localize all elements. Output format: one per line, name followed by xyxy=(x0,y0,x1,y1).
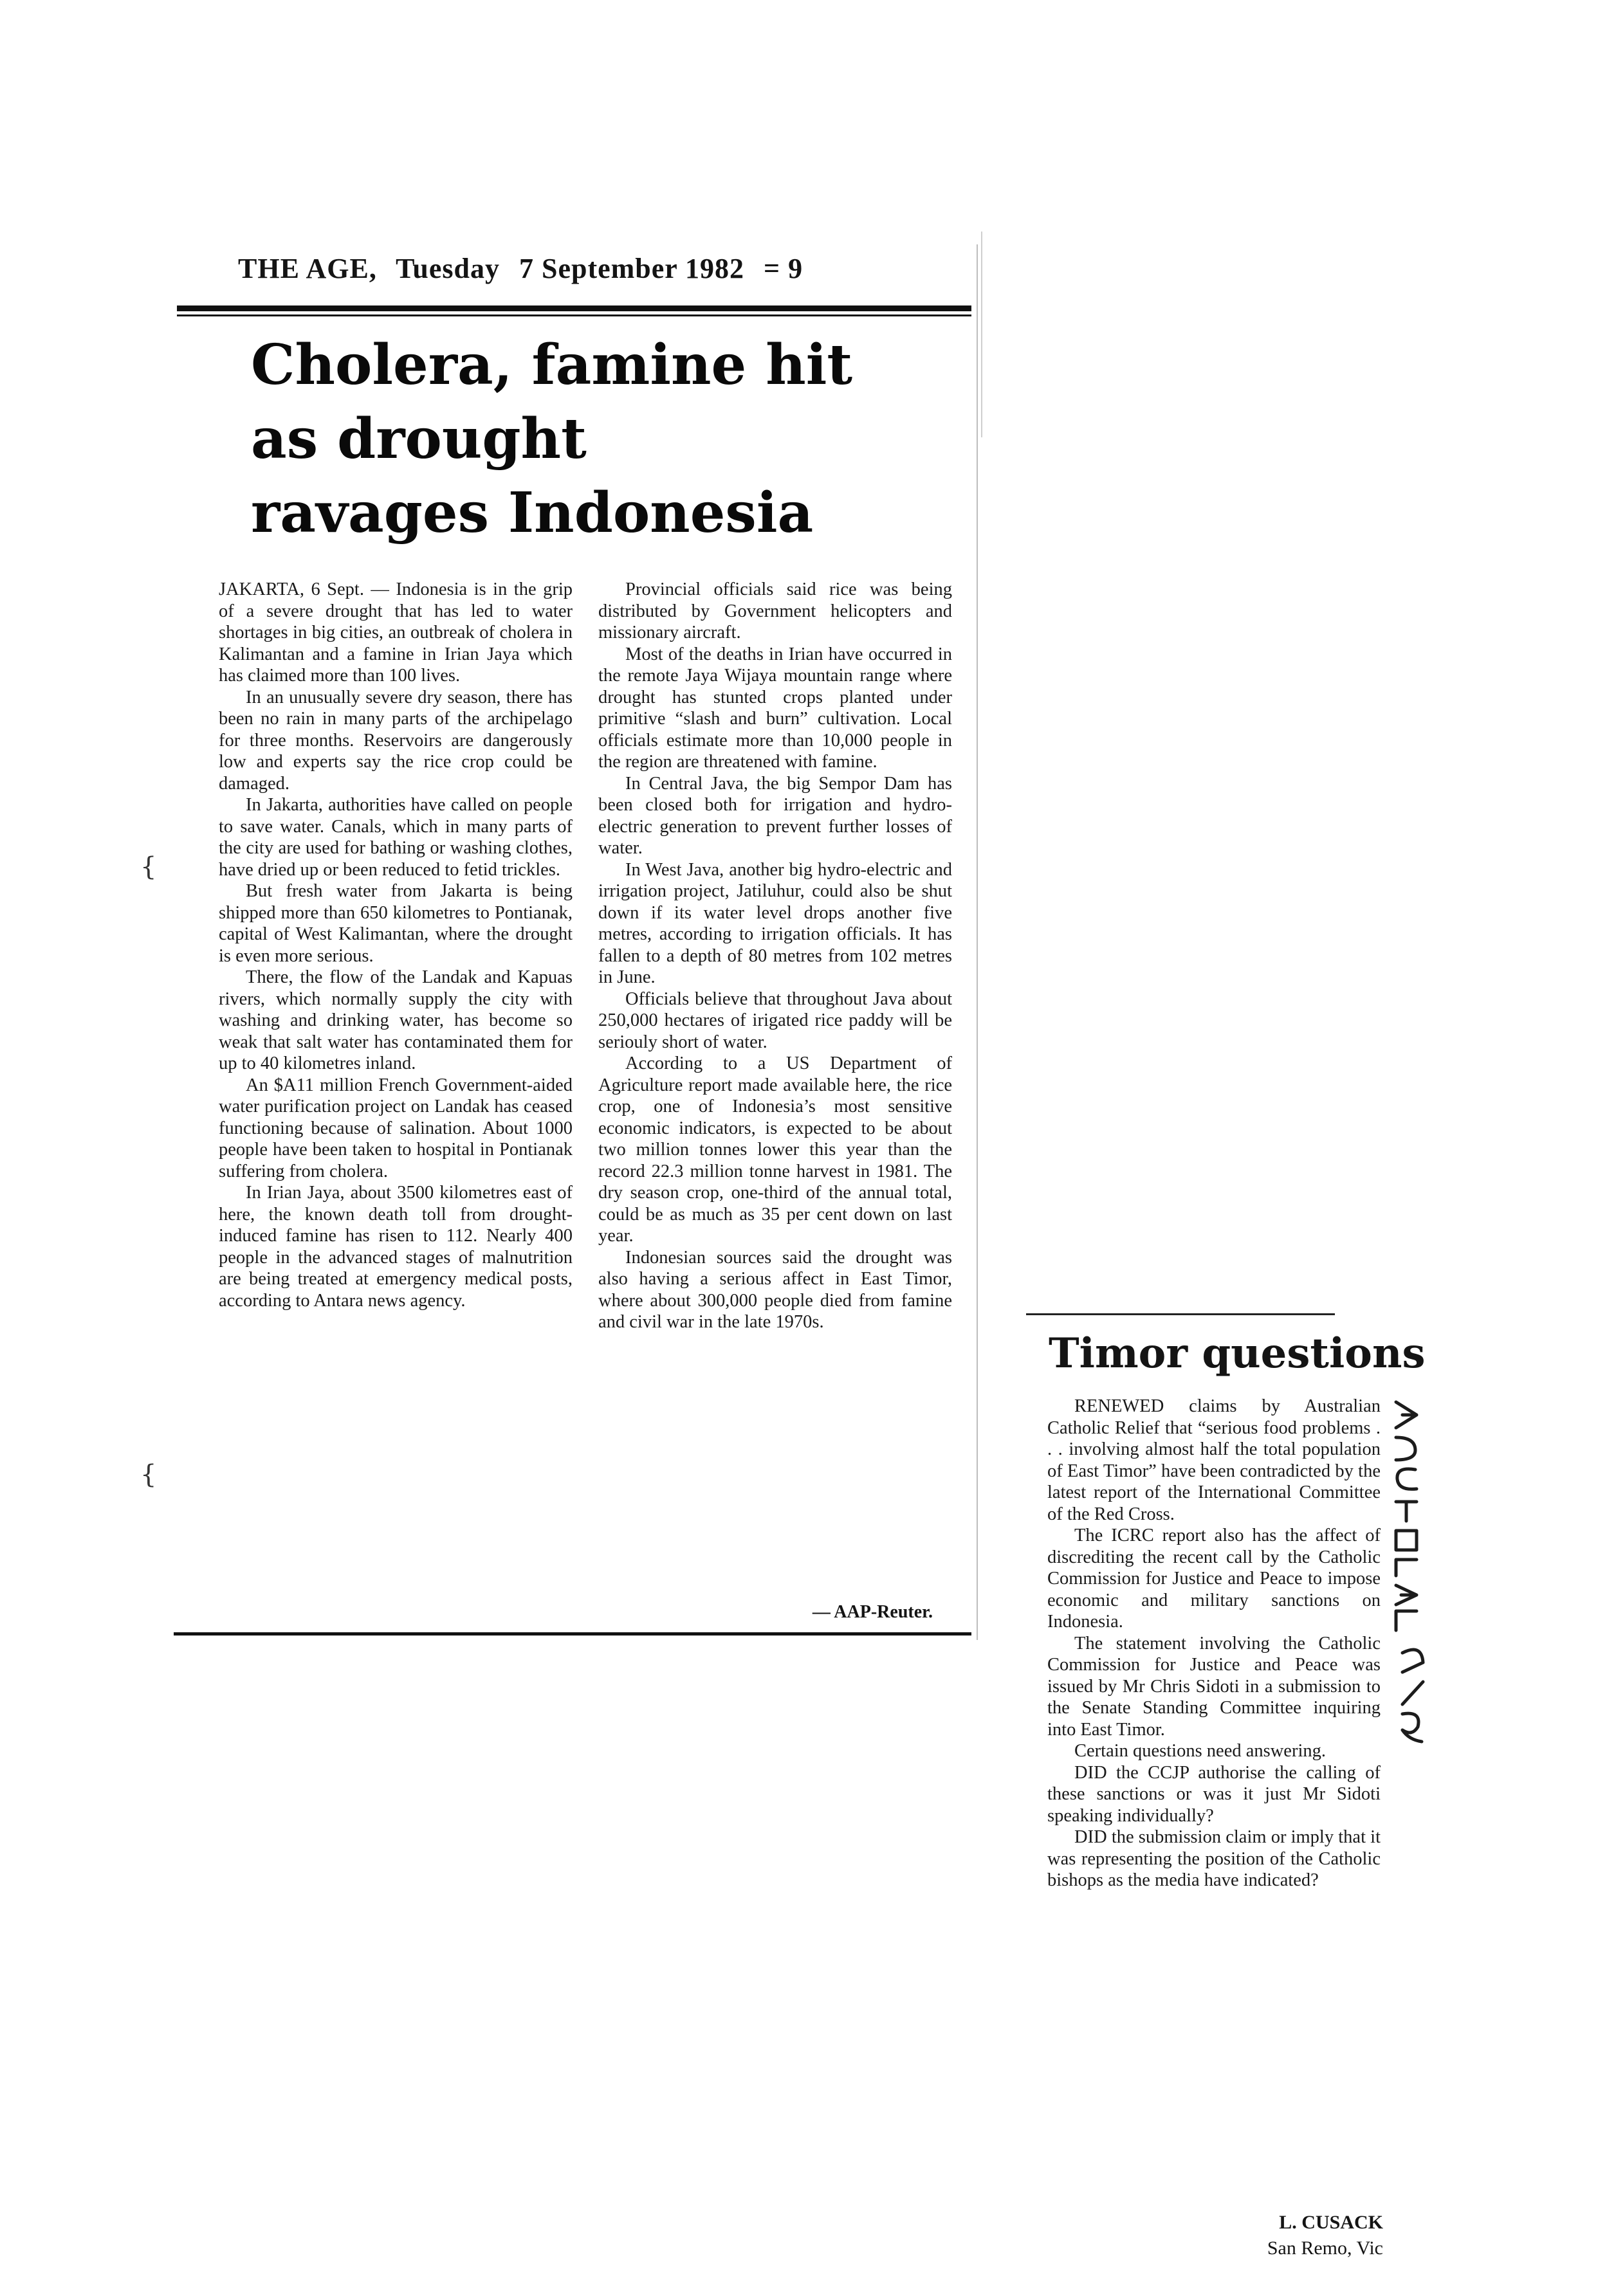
masthead xyxy=(238,250,959,288)
paragraph: But fresh water from Jakarta is being shipped more than 650 kilometres to Pontianak, capital of West Kalimantan, where the drought is even more serious. xyxy=(219,881,573,966)
headline-line: Cholera, famine hit xyxy=(251,333,853,397)
letter-signature xyxy=(1055,2210,1383,2261)
article-headline xyxy=(251,328,926,550)
article-column-2 xyxy=(598,579,952,1333)
paragraph: In an unusually severe dry season, there has been no rain in many parts of the archipelago for three months. Reservoirs are dangerously low and experts say the rice crop could be damaged. xyxy=(219,687,573,794)
paragraph: The ICRC report also has the affect of discrediting the recent call by the Catholic Commission for Justice and Peace to impose economic and military sanctions on Indonesia. xyxy=(1047,1526,1381,1632)
paragraph: Most of the deaths in Irian have occurred in the remote Jaya Wijaya mountain range where drought has stunted crops planted under primitive “slash and burn” cultivation. Local officials estimate more than 10,000 people in the region are threatened with famine. xyxy=(598,644,952,772)
masthead-rule-thin xyxy=(177,314,971,316)
issue-date: 7 September 1982 xyxy=(519,253,745,284)
page-number: = 9 xyxy=(764,253,803,284)
letter-body xyxy=(1047,1396,1381,1891)
signature-name: L. CUSACK xyxy=(1279,2212,1383,2233)
weekday: Tuesday xyxy=(396,253,500,284)
article-bottom-rule xyxy=(174,1632,971,1635)
headline-line: as drought xyxy=(251,406,587,471)
paragraph: RENEWED claims by Australian Catholic Relief that “serious food problems . . . involving almost half the total population of East Timor” have been contradicted by the latest report of the International Committee of the Red Cross. xyxy=(1047,1396,1381,1524)
headline-line: ravages Indonesia xyxy=(251,480,814,545)
publication-name: THE AGE, xyxy=(238,253,377,284)
paragraph: JAKARTA, 6 Sept. — Indonesia is in the grip of a severe drought that has led to water shortages in big cities, an outbreak of cholera in Kalimantan and a famine in Irian Jaya which has claimed more than 100 lives. xyxy=(219,579,573,686)
paragraph: In Central Java, the big Sempor Dam has been closed both for irrigation and hydro-electric generation to prevent further losses of water. xyxy=(598,773,952,858)
article-byline: — AAP-Reuter. xyxy=(812,1602,933,1622)
handwritten-annotation xyxy=(1377,1389,1447,1749)
letter-title: Timor questions xyxy=(1049,1329,1426,1378)
column-separator xyxy=(977,244,978,1640)
paragraph: Certain questions need answering. xyxy=(1074,1741,1326,1761)
paragraph: Officials believe that throughout Java about 250,000 hectares of irigated rice paddy will be seriouly short of water. xyxy=(598,989,952,1052)
letter-rule xyxy=(1026,1313,1335,1315)
masthead-rule xyxy=(177,305,971,311)
paragraph: In West Java, another big hydro-electric and irrigation project, Jatiluhur, could also be shut down if its water level drops another five metres, according to irrigation officials. It has fallen to a depth of 80 metres from 102 metres in June. xyxy=(598,859,952,987)
signature-place: San Remo, Vic xyxy=(1267,2237,1383,2259)
paragraph: An $A11 million French Government-aided water purification project on Landak has ceased functioning because of salination. About 1000 people have been taken to hospital in Pontianak suffering from cholera. xyxy=(219,1075,573,1181)
article-column-1 xyxy=(219,579,573,1311)
paragraph: DID the CCJP authorise the calling of these sanctions or was it just Mr Sidoti speaking individually? xyxy=(1047,1762,1381,1826)
scan-edge xyxy=(981,232,982,437)
paragraph: Indonesian sources said the drought was also having a serious affect in East Timor, where about 300,000 people died from famine and civil war in the late 1970s. xyxy=(598,1247,952,1332)
paragraph: In Irian Jaya, about 3500 kilometres east of here, the known death toll from drought-induced famine has risen to 112. Nearly 400 people in the advanced stages of malnutrition are being treated at emergency medical posts, according to Antara news agency. xyxy=(219,1183,573,1311)
margin-mark: { xyxy=(140,1460,157,1490)
paragraph: According to a US Department of Agriculture report made available here, the rice crop, one of Indonesia’s most sensitive economic indicators, is expected to be about two million tonnes lower this year than the record 22.3 million tonne harvest in 1981. The dry season crop, one-third of the annual total, could be as much as 35 per cent down on last year. xyxy=(598,1053,952,1246)
paragraph: Provincial officials said rice was being distributed by Government helicopters and missionary aircraft. xyxy=(598,579,952,642)
margin-mark: { xyxy=(140,852,157,882)
paragraph: DID the submission claim or imply that it was representing the position of the Catholic bishops as the media have indicated? xyxy=(1047,1827,1381,1890)
paragraph: In Jakarta, authorities have called on people to save water. Canals, which in many parts of the city are used for bathing or washing clothes, have dried up or been reduced to fetid trickles. xyxy=(219,795,573,880)
paragraph: The statement involving the Catholic Commission for Justice and Peace was issued by Mr Chris Sidoti in a submission to the Senate Standing Committee inquiring into East Timor. xyxy=(1047,1633,1381,1740)
paragraph: There, the flow of the Landak and Kapuas rivers, which normally supply the city with washing and drinking water, has become so weak that salt water has contaminated them for up to 40 kilometres inland. xyxy=(219,967,573,1073)
